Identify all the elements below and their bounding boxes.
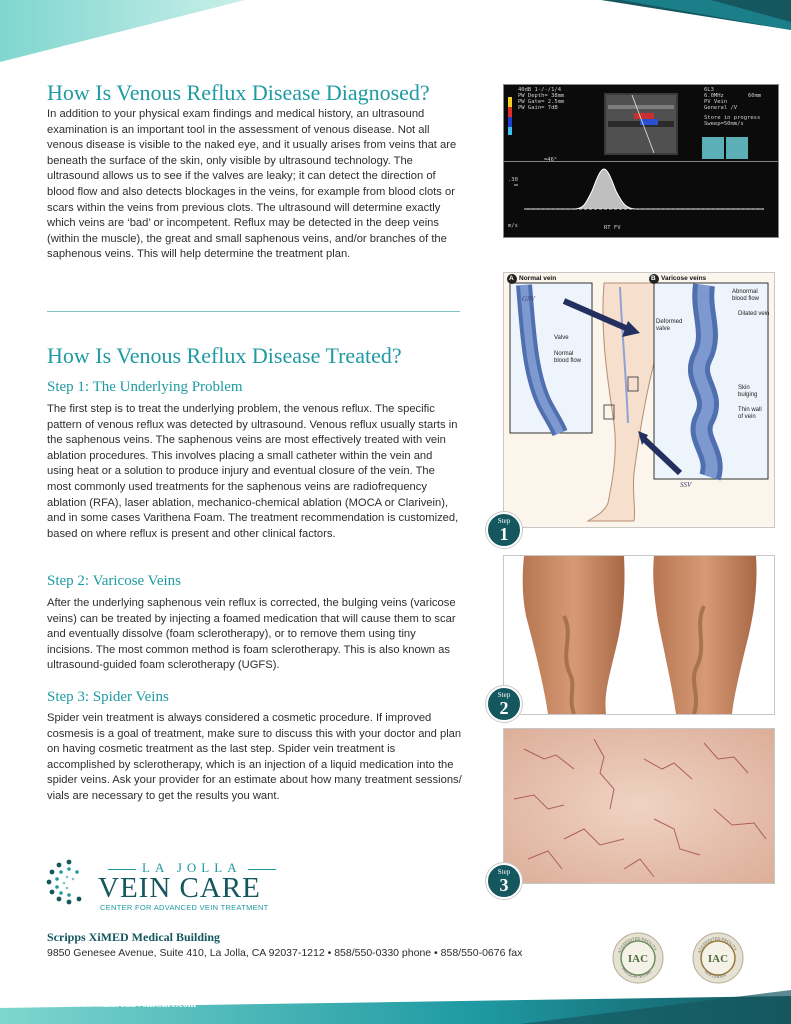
- seal-bottom-text: VEIN CENTER: [703, 969, 727, 980]
- iac-vascular-seal: [612, 932, 664, 984]
- step-badge-number: 1: [499, 524, 509, 544]
- varicose-legs-photo: [503, 555, 775, 715]
- header-band-right: [601, 0, 791, 30]
- step-badge-number: 3: [499, 875, 509, 895]
- seal-bottom-text: VASCULAR TESTING: [620, 966, 653, 980]
- seal-mark: IAC: [627, 953, 649, 965]
- step-1-badge: [486, 512, 522, 548]
- step-badge-word: Step: [497, 691, 511, 699]
- step-3-heading: Step 3: Spider Veins: [47, 689, 169, 705]
- building-name: Scripps XiMED Medical Building: [47, 930, 221, 944]
- spider-veins-photo: [503, 728, 775, 884]
- diagnosed-heading: How Is Venous Reflux Disease Diagnosed?: [47, 80, 430, 105]
- step-badge-number: 2: [499, 698, 509, 718]
- ultrasound-scale-top: .30: [508, 177, 518, 183]
- step-badge-word: Step: [497, 868, 511, 876]
- skin-bulging-label: Skin bulging: [738, 385, 758, 398]
- ultrasound-image: [503, 84, 779, 238]
- diagnosed-paragraph: In addition to your physical exam findings and medical history, an ultrasound examination is an important tool in the assessment of venous disease. Not all venous disease is visible to the naked eye, and it usually arises from veins that are beneath the surface of the skin, only visible by ultrasound technology. The ultrasound allows us to see if the valves are leaky; it can detect the direction of blood flow and also detects blockages in the veins, for example from blood clots or scars within the veins from previous clots. The ultrasound will determine exactly which veins are ‘bad’ or incompetent. Reflux may be detected in the deep veins (within the muscle), the great and small saphenous veins, and/or branches of the saphenous veins. This will help determine the treatment plan.: [47, 108, 457, 261]
- ultrasound-probe-line: 6L3: [704, 87, 714, 93]
- ultrasound-setting-line: 40dB 1-/-/1/4: [518, 87, 562, 93]
- ultrasound-probe-line: General /V: [704, 105, 738, 111]
- spider-veins-graphic: [504, 729, 774, 883]
- ultrasound-setting-line: PW Gate= 2.5mm: [518, 99, 565, 105]
- ultrasound-status-line: Store in progress: [704, 115, 761, 121]
- ultrasound-status-line: Sweep=50mm/s: [704, 121, 744, 127]
- legs-graphic: [504, 556, 774, 714]
- website-link[interactable]: www.LaJollaVeinCare.com: [80, 999, 197, 1010]
- step-3-paragraph: Spider vein treatment is always considered a cosmetic procedure. If improved cosmesis is a goal of treatment, make sure to discuss this with your doctor and plan on having cosmetic treatment as the last step. Spider vein treatment is accomplished by sclerotherapy, which is an injection of a liquid medication into the spider veins. Ask your provider for an estimate about how many treatment sessions/ vials are necessary to get the results you want.: [47, 712, 462, 802]
- gsv-label: GSV: [522, 295, 535, 303]
- logo-tagline: CENTER FOR ADVANCED VEIN TREATMENT: [100, 903, 269, 912]
- seal-top-text: ACCREDITED FACILITY: [696, 935, 739, 954]
- ultrasound-scale-unit: m/s: [508, 223, 518, 229]
- normal-flow-label: Normal blood flow: [554, 351, 582, 364]
- contact-address: 9850 Genesee Avenue, Suite 410, La Jolla, CA 92037-1212 • 858/550-0330 phone • 858/550-0676 fax: [47, 947, 523, 959]
- thin-wall-label: Thin wall of vein: [738, 407, 762, 420]
- ssv-label: SSV: [680, 481, 692, 489]
- varicose-veins-title: Varicose veins: [661, 275, 707, 282]
- normal-vein-title: Normal vein: [519, 275, 557, 282]
- deformed-valve-label: Deformed valve: [656, 319, 683, 332]
- step-2-paragraph: After the underlying saphenous vein reflux is corrected, the bulging veins (varicose veins) can be treated by injecting a foamed medication that will cause them to scar and eventually dissolve (foam sclerotherapy), or to remove them using tiny incisions. The most common method is foam sclerotherapy. This is also known as ultrasound-guided foam sclerotherapy (UGFS).: [47, 597, 456, 672]
- logo-name: VEIN CARE: [98, 872, 261, 904]
- ultrasound-status: [704, 115, 760, 127]
- valve-label: Valve: [554, 335, 569, 341]
- vein-diagram: [503, 272, 775, 528]
- ultrasound-settings: [518, 87, 564, 111]
- ultrasound-depth: 60mm: [748, 93, 762, 99]
- panel-b-letter: B: [651, 275, 656, 282]
- ultrasound-setting-line: PW Gain= 7dB: [518, 105, 558, 111]
- vein-diagram-graphic: [504, 273, 774, 527]
- logo-location-text: LA JOLLA: [142, 860, 242, 875]
- step-2-badge: [486, 686, 522, 722]
- step-3-badge: [486, 863, 522, 899]
- seal-top-text: ACCREDITED FACILITY: [616, 935, 659, 954]
- header-band-left: [0, 0, 260, 62]
- treated-heading: How Is Venous Reflux Disease Treated?: [47, 343, 402, 368]
- step-badge-word: Step: [497, 517, 511, 525]
- step-1-heading: Step 1: The Underlying Problem: [47, 379, 243, 395]
- logo-dots-icon: [45, 858, 93, 906]
- section-divider: [47, 311, 460, 312]
- ultrasound-probe-info: [704, 87, 737, 111]
- ultrasound-setting-line: PW Depth= 38mm: [518, 93, 565, 99]
- ultrasound-probe-line: PV Vein: [704, 99, 728, 105]
- panel-a-letter: A: [509, 275, 514, 282]
- ultrasound-probe-line: 6.0MHz: [704, 93, 724, 99]
- step-1-paragraph: The first step is to treat the underlying problem, the venous reflux. The specific pattern of venous reflux was detected by ultrasound. Venous reflux usually starts in the saphenous veins. The saphenous veins are most effectively treated with vein ablation procedures. This involves placing a small catheter within the vein and using heat or a solution to produce injury and eventual closure of the vein. The most commonly used treatments for the saphenous veins are radiofrequency ablation (RFA), laser ablation, mechanico-chemical ablation (MOCA or Clarivein), and in some cases Varithena Foam. The treatment recommendation is customized, based on where reflux is present and other clinical factors.: [47, 403, 459, 540]
- ultrasound-angle: =46°: [544, 157, 558, 163]
- step-2-heading: Step 2: Varicose Veins: [47, 573, 182, 589]
- iac-vein-center-seal: [692, 932, 744, 984]
- ultrasound-vessel-label: RT FV: [604, 225, 621, 231]
- abnormal-flow-label: Abnormal blood flow: [732, 289, 760, 302]
- seal-mark: IAC: [707, 953, 729, 965]
- dilated-vein-label: Dilated vein: [738, 311, 770, 317]
